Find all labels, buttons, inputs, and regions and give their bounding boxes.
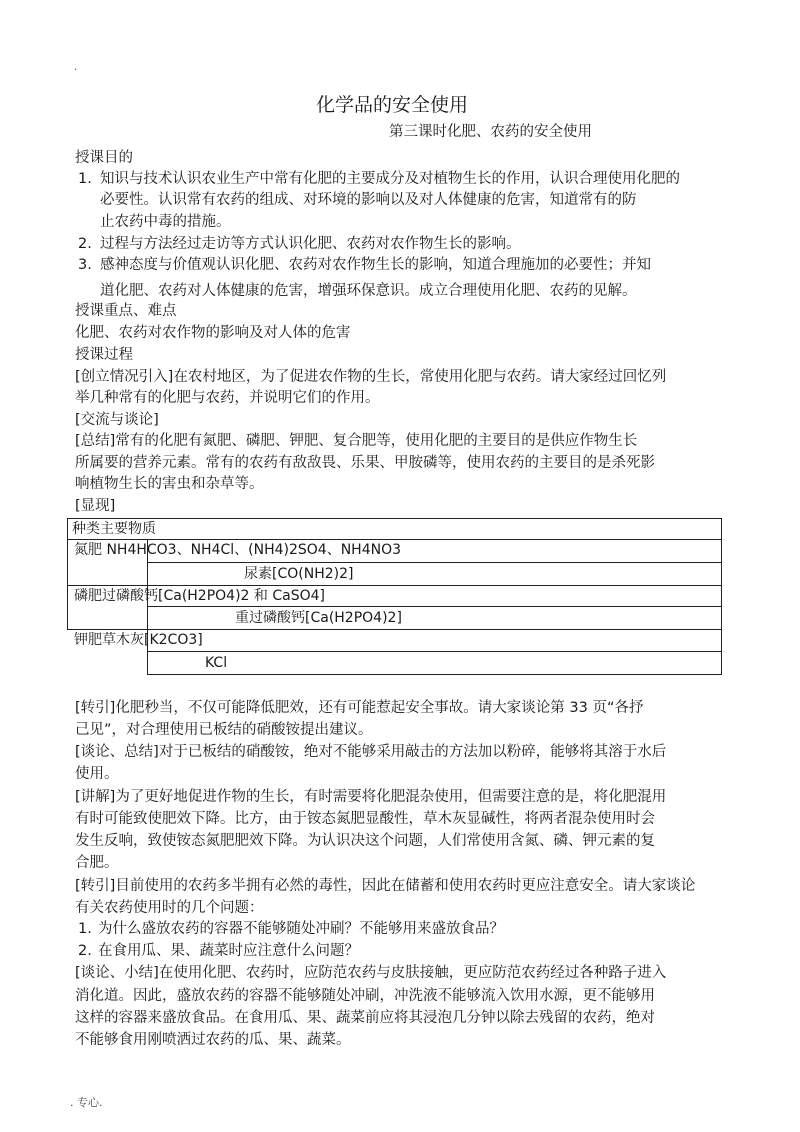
paragraph-line: [转引]目前使用的农药多半拥有必然的毒性，因此在储蓄和使用农药时更应注意安全。请大家谈论 (75, 878, 696, 894)
display-heading: [显现] (75, 498, 116, 514)
paragraph-line: 使用。 (75, 766, 119, 782)
paragraph-line: 己见”，对合理使用已板结的硝酸铵提出建议。 (75, 722, 373, 738)
key-points-heading: 授课重点、难点 (75, 303, 177, 319)
table-row-urea: 尿素[CO(NH2)2] (244, 566, 354, 582)
table-border (147, 562, 722, 563)
objective-number: 1. (78, 171, 92, 187)
objective-line: 止农药中毒的措施。 (100, 214, 231, 230)
question-text: 为什么盛放农药的容器不能够随处冲刷？不能够用来盛放食品？ (98, 921, 504, 937)
paragraph-line: 有关农药使用时的几个问题： (75, 900, 264, 916)
table-row-phosphate: 磷肥过磷酸钙[Ca(H2PO4)2 和 CaSO4] (74, 588, 325, 604)
paragraph-line: [转引]化肥秒当，不仅可能降低肥效，还有可能惹起安全事故。请大家谈论第 33 页“各抒 (75, 700, 644, 716)
paragraph-line: [谈论、小结]在使用化肥、农药时，应防范农药与皮肤接触，更应防范农药经过各种路子进入 (75, 965, 667, 981)
paragraph-line: 发生反响，致使铵态氮肥肥效下降。为认识决这个问题，人们常使用含氮、磷、钾元素的复 (75, 833, 655, 849)
table-row-kcl: KCl (205, 655, 228, 671)
paragraph-line: 有时可能致使肥效下降。比方，由于铵态氮肥显酸性，草木灰显碱性，将两者混杂使用时会 (75, 811, 655, 827)
intro-line: [创立情况引入]在农村地区，为了促进农作物的生长，常使用化肥与农药。请大家经过回忆列 (75, 369, 667, 385)
paragraph-line: 不能够食用刚喷洒过农药的瓜、果、蔬菜。 (75, 1032, 351, 1048)
table-border (147, 606, 722, 607)
question-number: 2. (78, 943, 92, 959)
table-row-superphosphate: 重过磷酸钙[Ca(H2PO4)2] (235, 610, 402, 626)
objective-line: 道化肥、农药对人体健康的危害，增强环保意识。成立合理使用化肥、农药的见解。 (100, 283, 637, 299)
table-row-potash: 钾肥草木灰[K2CO3] (74, 632, 203, 648)
paragraph-line: [讲解]为了更好地促进作物的生长，有时需要将化肥混杂使用，但需要注意的是，将化肥混用 (75, 789, 667, 805)
header-mark: . (74, 62, 78, 73)
objective-line: 过程与方法经过走访等方式认识化肥、农药对农作物生长的影响。 (100, 236, 521, 252)
paragraph-line: 消化道。因此，盛放农药的容器不能够随处冲刷，冲洗液不能够流入饮用水源，更不能够用 (75, 988, 655, 1004)
question-number: 1. (78, 921, 92, 937)
paragraph-line: [谈论、总结]对于已板结的硝酸铵，绝对不能够采用敲击的方法加以粉碎，能够将其溶于水后 (75, 744, 667, 760)
fertilizer-table (67, 518, 722, 675)
objective-line: 必要性。认识常有农药的组成、对环境的影响以及对人体健康的危害，知道常有的防 (100, 192, 637, 208)
key-points-text: 化肥、农药对农作物的影响及对人体的危害 (75, 325, 351, 341)
objective-line: 知识与技术认识农业生产中常有化肥的主要成分及对植物生长的作用，认识合理使用化肥的 (100, 171, 680, 187)
summary-line: [总结]常有的化肥有氮肥、磷肥、钾肥、复合肥等，使用化肥的主要目的是供应作物生长 (75, 433, 638, 449)
page-title: 化学品的安全使用 (316, 94, 469, 116)
table-border (147, 674, 722, 675)
table-border (147, 651, 722, 652)
paragraph-line: 合肥。 (75, 855, 119, 871)
summary-line: 所属要的营养元素。常有的农药有敌敌畏、乐果、甲胺磷等，使用农药的主要目的是杀死影 (75, 455, 655, 471)
table-border (67, 518, 68, 629)
table-row-nitrogen: 氮肥 NH4HCO3、NH4Cl、(NH4)2SO4、NH4NO3 (74, 542, 402, 558)
intro-line: 举几种常有的化肥与农药，并说明它们的作用。 (75, 390, 380, 406)
footer-mark: . 专心. (70, 1096, 103, 1109)
question-text: 在食用瓜、果、蔬菜时应注意什么问题？ (98, 943, 359, 959)
paragraph-line: 这样的容器来盛放食品。在食用瓜、果、蔬菜前应将其浸泡几分钟以除去残留的农药，绝对 (75, 1010, 655, 1026)
objective-line: 感神态度与价值观认识化肥、农药对农作物生长的影响，知道合理施加的必要性；并知 (100, 257, 651, 273)
page-subtitle: 第三课时化肥、农药的安全使用 (389, 124, 592, 140)
table-border (721, 518, 722, 675)
summary-line: 响植物生长的害虫和杂草等。 (75, 476, 264, 492)
process-heading: 授课过程 (75, 347, 133, 363)
table-header: 种类主要物质 (72, 521, 156, 537)
table-border (67, 518, 722, 519)
objective-number: 2. (78, 236, 92, 252)
discussion-heading: [交流与谈论] (75, 412, 159, 428)
objectives-heading: 授课目的 (75, 150, 133, 166)
objective-number: 3. (78, 257, 92, 273)
